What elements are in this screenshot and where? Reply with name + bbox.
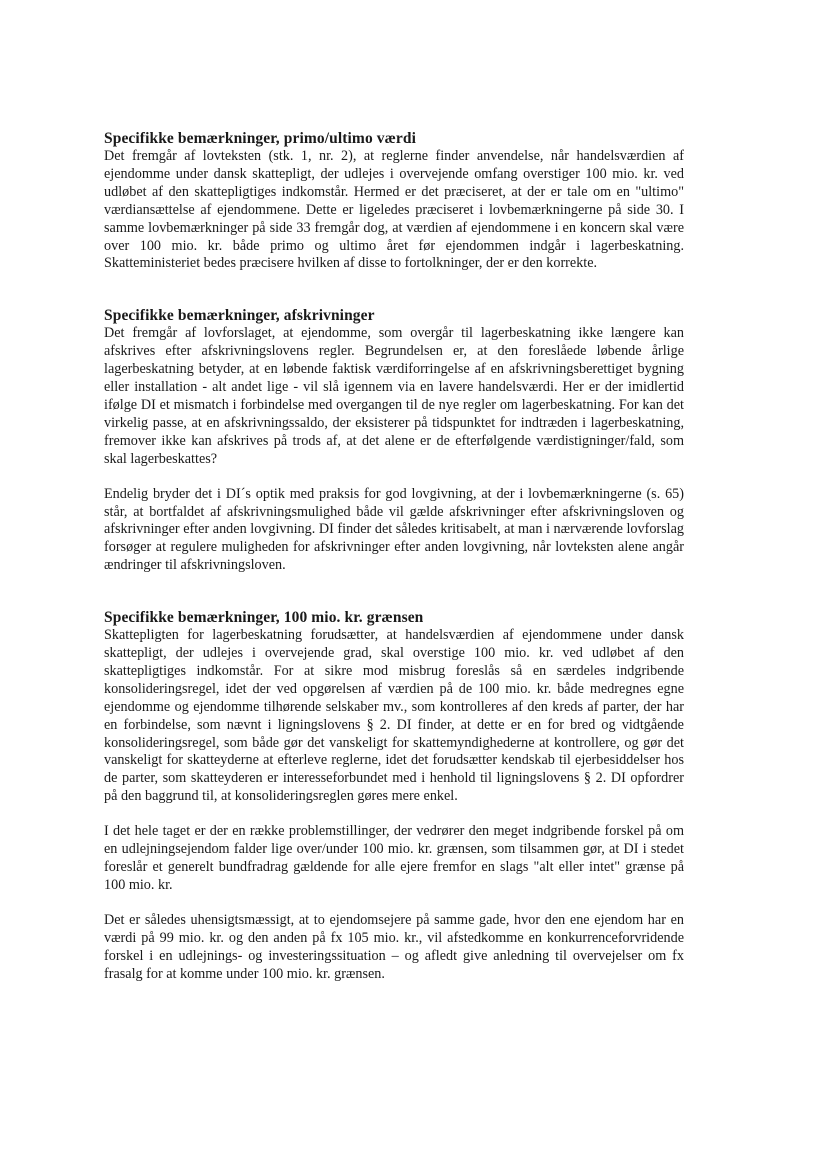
paragraph: Det fremgår af lovteksten (stk. 1, nr. 2), at reglerne finder anvendelse, når handelsværdien af ejendomme under dansk skattepligt, der udlejes i overvejende omfang overstiger 100 mio. kr. ved udløbet af den skattepligtiges indkomstår. Hermed er det præciseret, at der er tale om en "ultimo" værdiansættelse af ejendommene. Dette er ligeledes præciseret i lovbemærkningerne på side 30. I samme lovbemærkninger på side 33 fremgår dog, at værdien af ejendommene i en koncern skal være over 100 mio. kr. både primo og ultimo året før ejendommen indgår i lagerbeskatning. Skatteministeriet bedes præcisere hvilken af disse to fortolkninger, der er den korrekte. bbox=[104, 148, 684, 272]
paragraph: Det fremgår af lovforslaget, at ejendomme, som overgår til lagerbeskatning ikke længere kan afskrives efter afskrivningslovens regler. Begrundelsen er, at den foreslåede løbende årlige lagerbeskatning betyder, at en løbende faktisk værdiforringelse af en afskrivningsberettiget bygning eller installation - alt andet lige - vil slå igennem via en lavere handelsværdi. Her er der imidlertid ifølge DI et mismatch i forbindelse med overgangen til de nye regler om lagerbeskatning. For kan det virkelig passe, at en afskrivningssaldo, der eksisterer på tidspunktet for indtræden i lagerbeskatning, fremover ikke kan afskrives på trods af, at det alene er de efterfølgende værdistigninger/fald, som skal lagerbeskattes? bbox=[104, 325, 684, 467]
document-page bbox=[104, 130, 684, 983]
paragraph: I det hele taget er der en række problemstillinger, der vedrører den meget indgribende forskel på om en udlejningsejendom falder lige over/under 100 mio. kr. grænsen, som tilsammen gør, at DI i stedet foreslår et generelt bundfradrag gældende for alle ejere fremfor en slags "alt eller intet" grænse på 100 mio. kr. bbox=[104, 823, 684, 893]
section-primo-ultimo bbox=[104, 130, 684, 273]
section-heading: Specifikke bemærkninger, 100 mio. kr. grænsen bbox=[104, 609, 424, 627]
section-heading: Specifikke bemærkninger, afskrivninger bbox=[104, 307, 375, 325]
section-heading: Specifikke bemærkninger, primo/ultimo værdi bbox=[104, 130, 417, 147]
section-afskrivninger bbox=[104, 307, 684, 575]
paragraph: Endelig bryder det i DI´s optik med praksis for god lovgivning, at der i lovbemærkningerne (s. 65) står, at bortfaldet af afskrivningsmulighed både vil gælde afskrivninger efter afskrivningsloven og afskrivninger efter anden lovgivning. DI finder det således kritisabelt, at man i nærværende lovforslag forsøger at regulere muligheden for afskrivninger efter anden lovgivning, når lovteksten alene angår ændringer til afskrivningsloven. bbox=[104, 485, 684, 574]
section-100-mio-graensen bbox=[104, 609, 684, 983]
paragraph: Skattepligten for lagerbeskatning forudsætter, at handelsværdien af ejendommene under dansk skattepligt, der udlejes i overvejende grad, skal overstige 100 mio. kr. ved udløbet af den skattepligtiges indkomstår. For at sikre mod misbrug foreslås så en særdeles indgribende konsolideringsregel, idet der ved opgørelsen af værdien på de 100 mio. kr. både medregnes egne ejendomme og ejendomme tilhørende selskaber mv., som kontrolleres af den kreds af parter, der har en forbindelse, som nævnt i ligningslovens § 2. DI finder, at dette er en for bred og vidtgående konsolideringsregel, som både gør det vanskeligt for skattemyndighederne at kontrollere, og gør det vanskeligt for skatteyderne at efterleve reglerne, idet det forudsætter kendskab til ejerbesiddelser hos de parter, som skatteyderen er interesseforbundet med i henhold til ligningslovens § 2. DI opfordrer på den baggrund til, at konsolideringsreglen gøres mere enkel. bbox=[104, 627, 684, 805]
paragraph: Det er således uhensigtsmæssigt, at to ejendomsejere på samme gade, hvor den ene ejendom har en værdi på 99 mio. kr. og den anden på fx 105 mio. kr., vil afstedkomme en konkurrenceforvridende forskel i en udlejnings- og investeringssituation – og afledt give anledning til overvejelser om fx frasalg for at komme under 100 mio. kr. grænsen. bbox=[104, 911, 684, 982]
